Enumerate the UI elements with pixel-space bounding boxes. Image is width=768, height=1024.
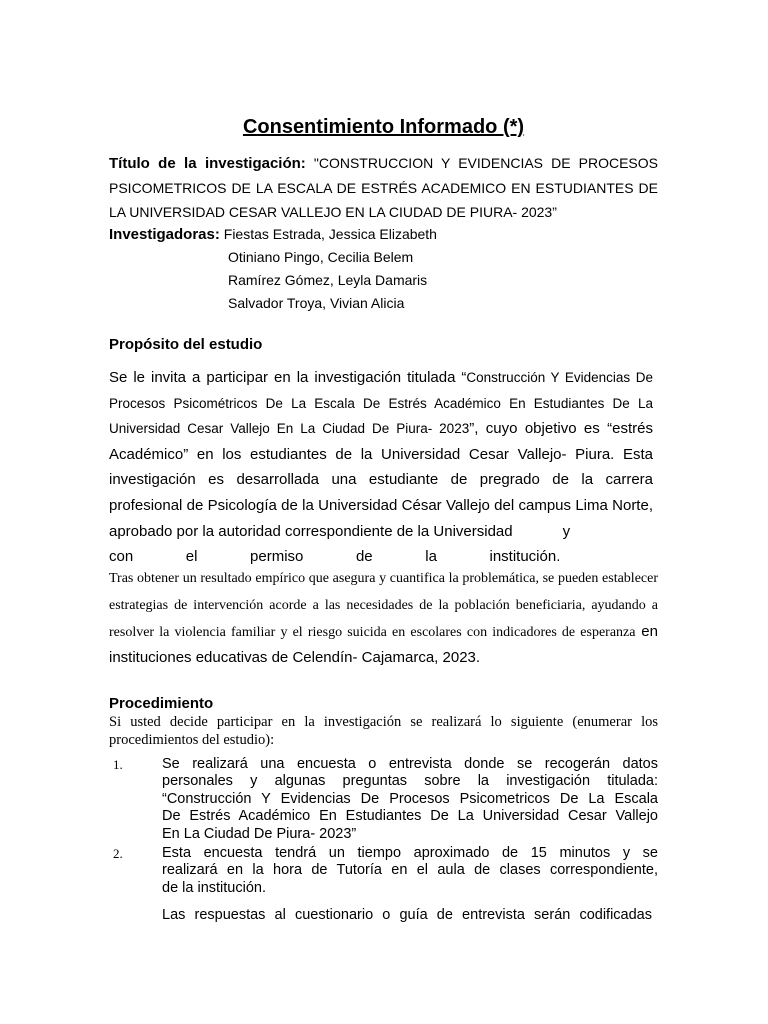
procedure-heading: Procedimiento <box>109 695 214 712</box>
list-number: 2. <box>113 846 123 862</box>
word: la <box>425 548 437 566</box>
investigator-row <box>109 223 658 246</box>
investigator-name: Otiniano Pingo, Cecilia Belem <box>228 249 414 265</box>
document-title: Consentimiento Informado (*) <box>242 116 525 138</box>
investigators-label: Investigadoras: <box>109 226 220 243</box>
purpose-paragraph <box>109 365 653 570</box>
word: permiso <box>250 548 304 566</box>
list-line: Esta encuesta tendrá un tiempo aproximado de 15 minutos y se <box>162 845 658 862</box>
investigator-name: Ramírez Gómez, Leyla Damaris <box>228 272 428 288</box>
research-title <box>109 151 658 224</box>
purpose-study-title: Construcción Y Evidencias De Procesos Psicométricos De La Escala De Estrés Académico En Estudiantes De La Universidad Cesar Vallejo En La Ciudad De Piura- 2023 <box>109 370 653 437</box>
list-number: 1. <box>113 757 123 772</box>
procedure-list <box>109 756 658 899</box>
list-line: De Estrés Académico En Estudiantes De La Universidad Cesar Vallejo <box>162 808 658 825</box>
purpose-text: y <box>562 522 571 540</box>
purpose-heading: Propósito del estudio <box>109 336 263 353</box>
results-paragraph <box>109 565 658 671</box>
results-text: en instituciones educativas de Celendín- Cajamarca, 2023. <box>109 622 658 667</box>
list-item <box>109 756 658 843</box>
list-item <box>109 845 658 897</box>
consent-document <box>109 0 658 1024</box>
procedure-intro: Si usted decide participar en la investigación se realizará lo siguiente (enumerar los procedimientos del estudio): <box>109 714 658 748</box>
word: el <box>185 548 198 566</box>
list-line: En La Ciudad De Piura- 2023” <box>162 825 357 842</box>
word: institución. <box>489 548 561 566</box>
investigator-name: Fiestas Estrada, Jessica Elizabeth <box>223 226 437 242</box>
list-line: personales y algunas preguntas sobre la investigación titulada: <box>162 773 658 790</box>
investigator-name: Salvador Troya, Vivian Alicia <box>228 295 405 311</box>
list-line: realizará en la hora de Tutoría en el aula de clases correspondiente, <box>162 862 658 879</box>
list-line: de la institución. <box>162 879 266 896</box>
word: de <box>355 548 373 566</box>
list-line: Se realizará una encuesta o entrevista donde se recogerán datos <box>162 756 658 772</box>
results-text: Tras obtener un resultado empírico que asegura y cuantifica la problemática, se pueden establecer estrategias de intervención acorde a las necesidades de la población beneficiaria, ayudando a resolver la violencia familiar y el riesgo suicida en escolares con indicadores de esperanza <box>109 571 658 640</box>
procedure-continuation: Las respuestas al cuestionario o guía de entrevista serán codificadas <box>162 907 652 923</box>
investigators-block <box>109 223 658 315</box>
research-title-label: Título de la investigación: <box>109 155 306 172</box>
purpose-text: ”, cuyo objetivo es “estrés Académico” en los estudiantes de la Universidad Cesar Vallejo- Piura. Esta investigación es desarrollada una estudiante de pregrado de la carrera profesional de Psicología de la Universidad César Vallejo del campus Lima Norte, aprobado por la autoridad correspondiente de la Universidad <box>109 420 654 540</box>
purpose-text: Se le invita a participar en la investigación titulada “ <box>109 369 467 386</box>
research-title-text: "CONSTRUCCION Y EVIDENCIAS DE PROCESOS PSICOMETRICOS DE LA ESCALA DE ESTRÉS ACADEMICO EN ESTUDIANTES DE LA UNIVERSIDAD CESAR VALLEJO EN LA CIUDAD DE PIURA- 2023” <box>109 155 658 220</box>
list-line: “Construcción Y Evidencias De Procesos Psicometricos De La Escala <box>162 790 658 807</box>
word: con <box>109 548 134 566</box>
